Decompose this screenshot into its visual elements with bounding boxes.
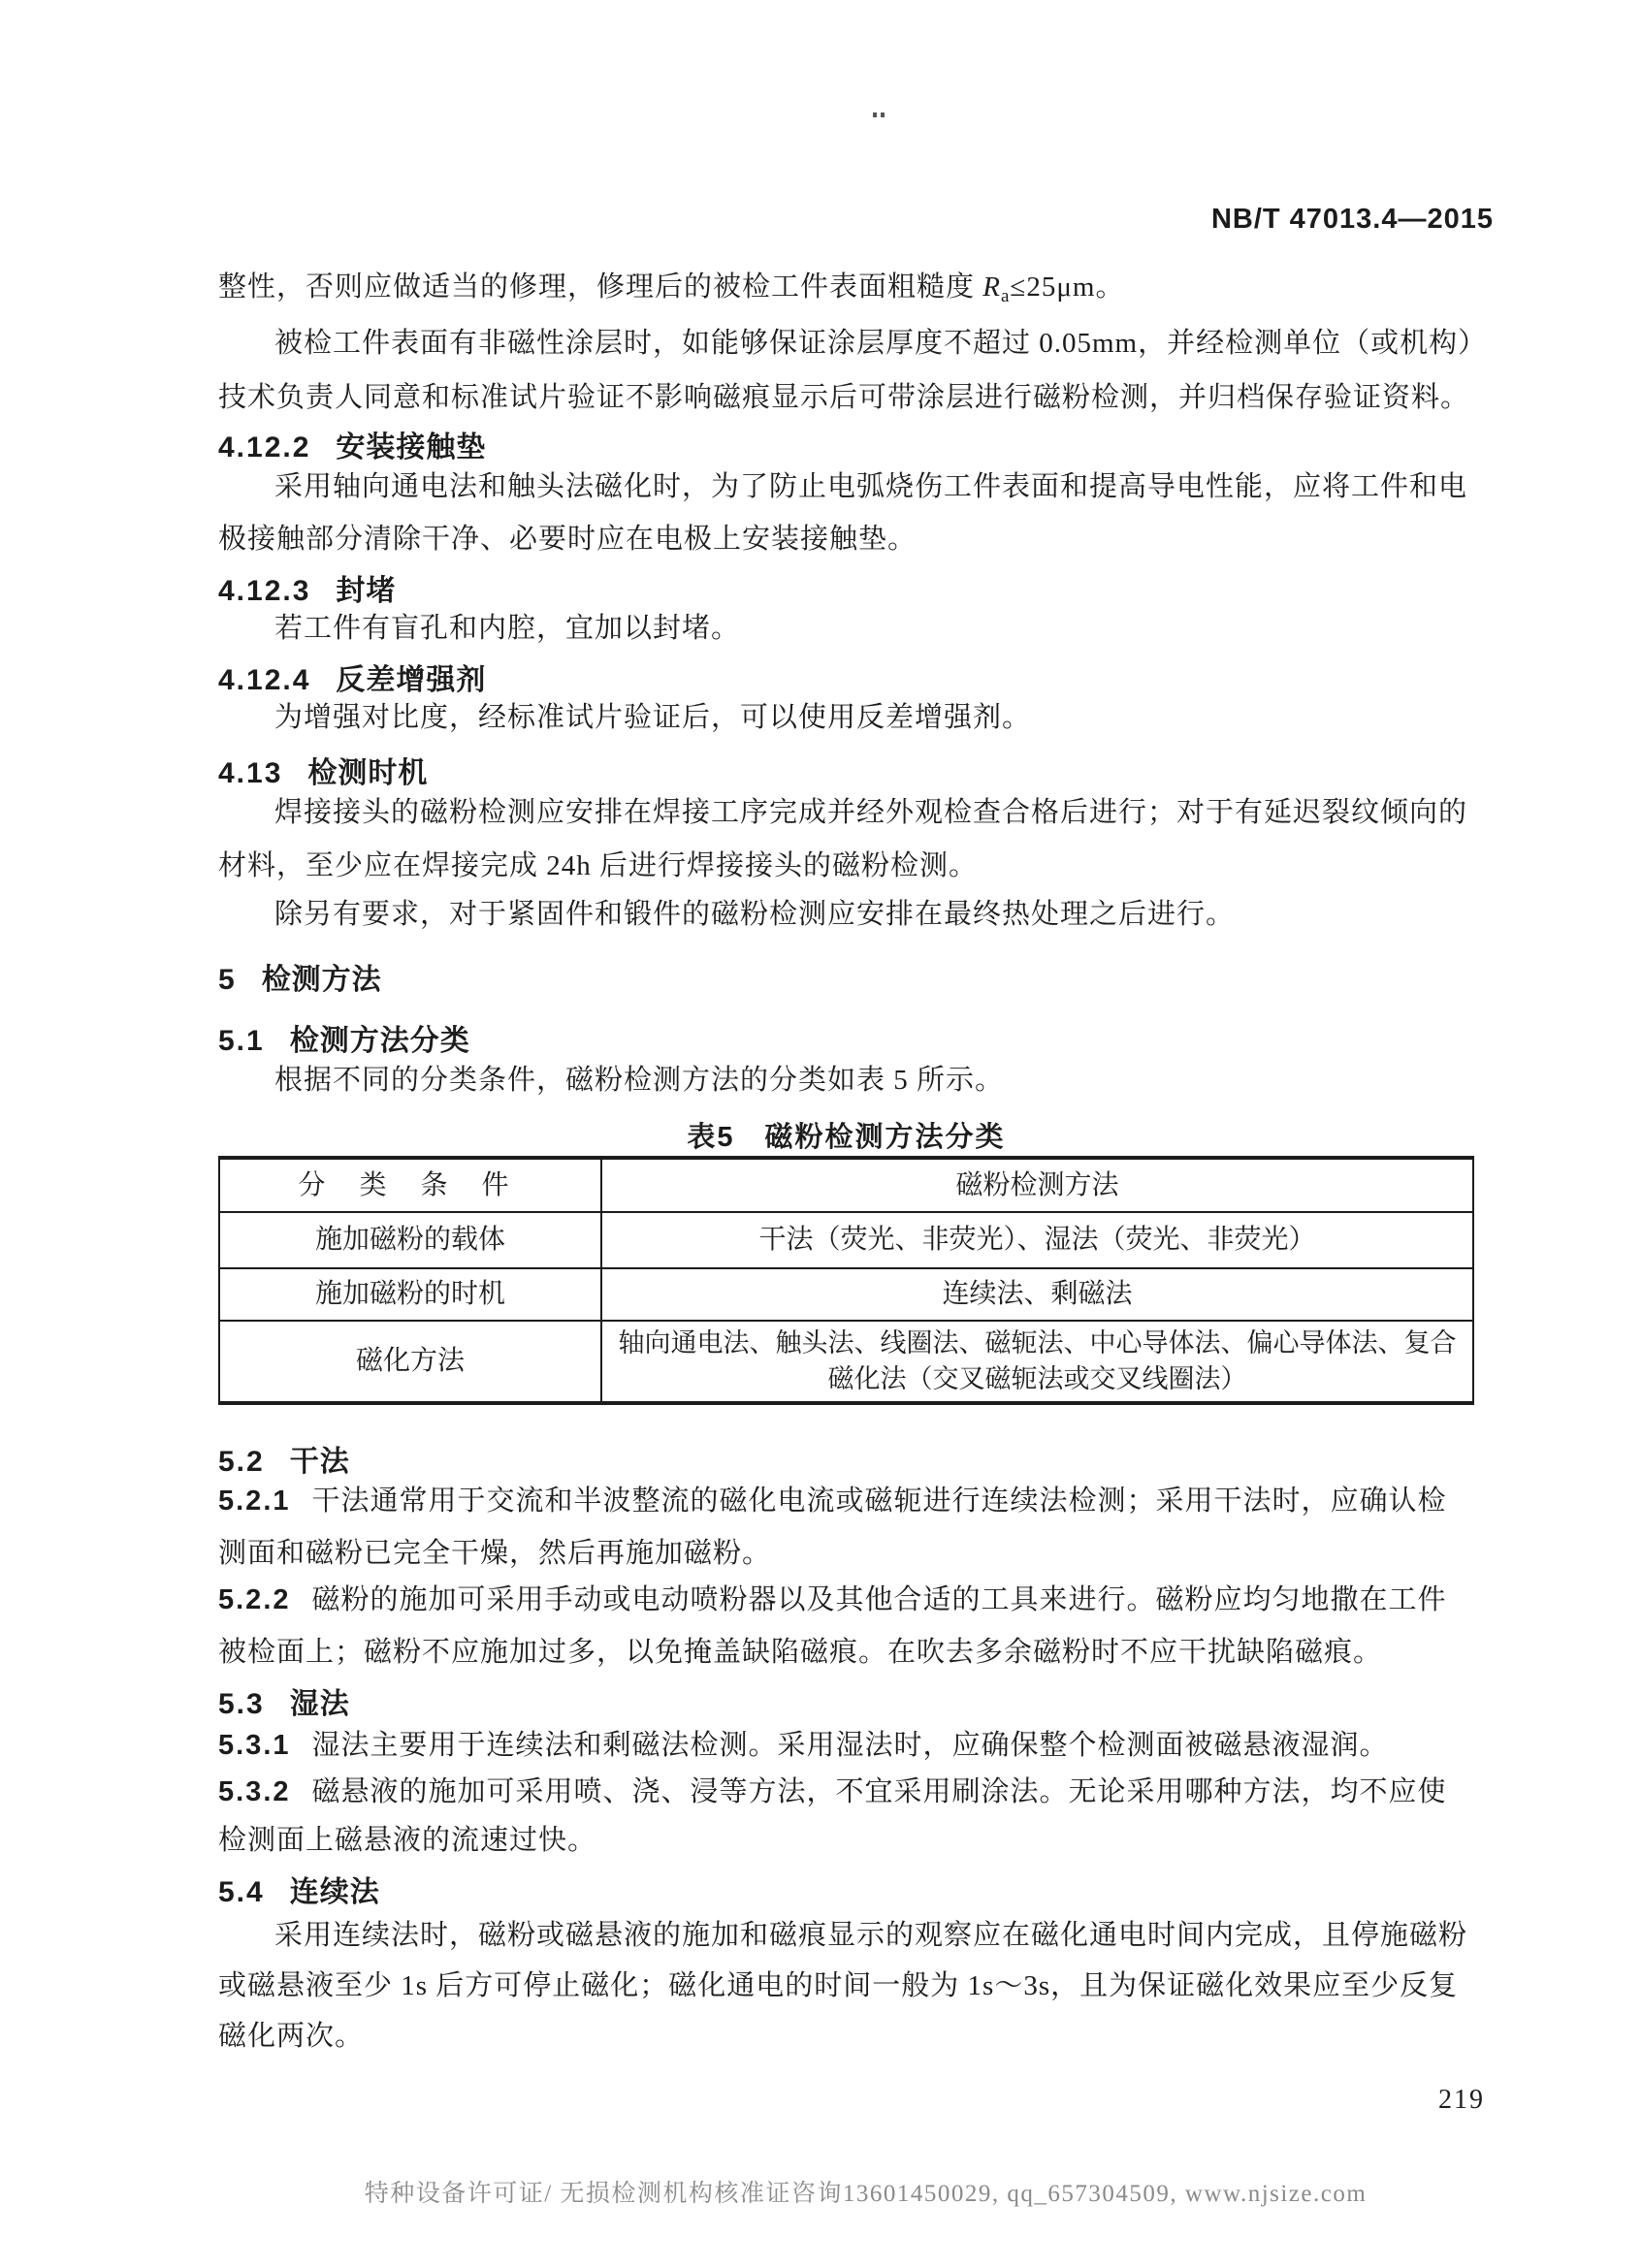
section-number: 4.13 — [218, 757, 283, 789]
section-title: 封堵 — [336, 575, 397, 607]
paragraph-line: 采用轴向通电法和触头法磁化时，为了防止电弧烧伤工件表面和提高导电性能，应将工件和电 — [274, 471, 1468, 502]
paragraph-line: 检测面上磁悬液的流速过快。 — [218, 1825, 597, 1856]
text-run: 磁悬液的施加可采用喷、浇、浸等方法，不宜采用刷涂法。无论采用哪种方法，均不应使 — [311, 1776, 1447, 1807]
paragraph-line: 被检工件表面有非磁性涂层时，如能够保证涂层厚度不超过 0.05mm，并经检测单位（或机构） — [274, 328, 1488, 359]
section-heading-5-1 — [218, 1016, 470, 1059]
section-title: 检测方法分类 — [289, 1025, 470, 1057]
section-number: 4.12.4 — [218, 664, 311, 696]
paragraph-line: 除另有要求，对于紧固件和锻件的磁粉检测应安排在最终热处理之后进行。 — [274, 899, 1236, 930]
scan-artifact-dots — [873, 112, 888, 117]
header-doc-number: NB/T 47013.4—2015 — [1210, 204, 1494, 235]
section-heading-4-12-4 — [218, 655, 486, 698]
section-title: 湿法 — [289, 1688, 350, 1720]
section-heading-4-13 — [218, 749, 428, 791]
section-heading-5-3 — [218, 1679, 350, 1722]
section-heading-5-2 — [218, 1437, 350, 1480]
section-heading-5-4 — [218, 1868, 380, 1910]
table-header-cell: 磁粉检测方法 — [601, 1158, 1473, 1212]
table-cell-value: 干法（荧光、非荧光）、湿法（荧光、非荧光） — [601, 1212, 1473, 1268]
table-cell-value: 轴向通电法、触头法、线圈法、磁轭法、中心导体法、偏心导体法、复合磁化法（交叉磁轭法或交叉线圈法） — [601, 1321, 1473, 1403]
section-number: 4.12.3 — [218, 575, 311, 607]
classification-table — [218, 1156, 1474, 1405]
paragraph-line: 磁化两次。 — [218, 2021, 365, 2052]
text-run: ≤25μm。 — [1010, 272, 1125, 303]
section-number: 5.2 — [218, 1446, 265, 1478]
section-title: 连续法 — [289, 1876, 380, 1908]
table-cell-label: 施加磁粉的载体 — [219, 1212, 601, 1268]
table-cell-label: 施加磁粉的时机 — [219, 1268, 601, 1321]
section-heading-4-12-2 — [218, 423, 486, 465]
clause-number: 5.2.1 — [218, 1485, 291, 1517]
table-header-cell: 分 类 条 件 — [219, 1158, 601, 1212]
paragraph-line: 若工件有盲孔和内腔，宜加以封堵。 — [274, 613, 741, 644]
paragraph-line: 极接触部分清除干净、必要时应在电极上安装接触垫。 — [218, 524, 918, 555]
section-title: 检测时机 — [307, 757, 429, 789]
clause-number: 5.3.2 — [218, 1776, 291, 1807]
section-number: 5.4 — [218, 1876, 265, 1908]
symbol-Ra-subscript: a — [1000, 286, 1011, 306]
text-run: 干法通常用于交流和半波整流的磁化电流或磁轭进行连续法检测；采用干法时，应确认检 — [311, 1485, 1447, 1517]
text-run: 磁粉的施加可采用手动或电动喷粉器以及其他合适的工具来进行。磁粉应均匀地撒在工件 — [311, 1584, 1447, 1615]
symbol-Ra: R — [982, 272, 1001, 303]
section-heading-5 — [218, 955, 382, 998]
footer-watermark: 特种设备许可证/ 无损检测机构核准证咨询13601450029, qq_657304509, www.njsize.com — [364, 2181, 1368, 2207]
paragraph-line: 测面和磁粉已完全干燥，然后再施加磁粉。 — [218, 1538, 772, 1569]
text-run: 湿法主要用于连续法和剩磁法检测。采用湿法时，应确保整个检测面被磁悬液湿润。 — [311, 1730, 1389, 1761]
section-heading-4-12-3 — [218, 566, 396, 609]
table-title: 表5 磁粉检测方法分类 — [687, 1122, 1006, 1153]
section-title: 反差增强剂 — [336, 664, 487, 696]
clause-paragraph — [218, 1774, 1447, 1809]
section-title: 干法 — [289, 1446, 350, 1478]
page-number: 219 — [1438, 2085, 1485, 2115]
section-title: 安装接触垫 — [336, 431, 487, 463]
section-title: 检测方法 — [261, 964, 382, 996]
section-number: 4.12.2 — [218, 431, 311, 463]
clause-number: 5.2.2 — [218, 1584, 291, 1615]
clause-number: 5.3.1 — [218, 1730, 291, 1761]
section-number: 5.3 — [218, 1688, 265, 1720]
text-run: 整性，否则应做适当的修理，修理后的被检工件表面粗糙度 — [218, 272, 983, 303]
clause-paragraph — [218, 1582, 1447, 1617]
table-cell-value: 连续法、剩磁法 — [601, 1268, 1473, 1321]
clause-paragraph — [218, 1728, 1389, 1763]
paragraph-line: 为增强对比度，经标准试片验证后，可以使用反差增强剂。 — [274, 702, 1032, 733]
paragraph-line — [218, 270, 1124, 314]
paragraph-line: 技术负责人同意和标准试片验证不影响磁痕显示后可带涂层进行磁粉检测，并归档保存验证资料。 — [218, 382, 1470, 413]
clause-paragraph — [218, 1484, 1447, 1518]
paragraph-line: 或磁悬液至少 1s 后方可停止磁化；磁化通电的时间一般为 1s～3s，且为保证磁化效果应至少反复 — [218, 1970, 1459, 2001]
paragraph-line: 材料，至少应在焊接完成 24h 后进行焊接接头的磁粉检测。 — [218, 850, 979, 881]
table-cell-label: 磁化方法 — [219, 1321, 601, 1403]
paragraph-line: 焊接接头的磁粉检测应安排在焊接工序完成并经外观检查合格后进行；对于有延迟裂纹倾向的 — [274, 797, 1468, 828]
paragraph-line: 根据不同的分类条件，磁粉检测方法的分类如表 5 所示。 — [274, 1065, 1005, 1096]
section-number: 5.1 — [218, 1025, 265, 1057]
paragraph-line: 被检面上；磁粉不应施加过多，以免掩盖缺陷磁痕。在吹去多余磁粉时不应干扰缺陷磁痕。 — [218, 1637, 1383, 1668]
paragraph-line: 采用连续法时，磁粉或磁悬液的施加和磁痕显示的观察应在磁化通电时间内完成，且停施磁粉 — [274, 1920, 1468, 1951]
section-number: 5 — [218, 964, 237, 996]
